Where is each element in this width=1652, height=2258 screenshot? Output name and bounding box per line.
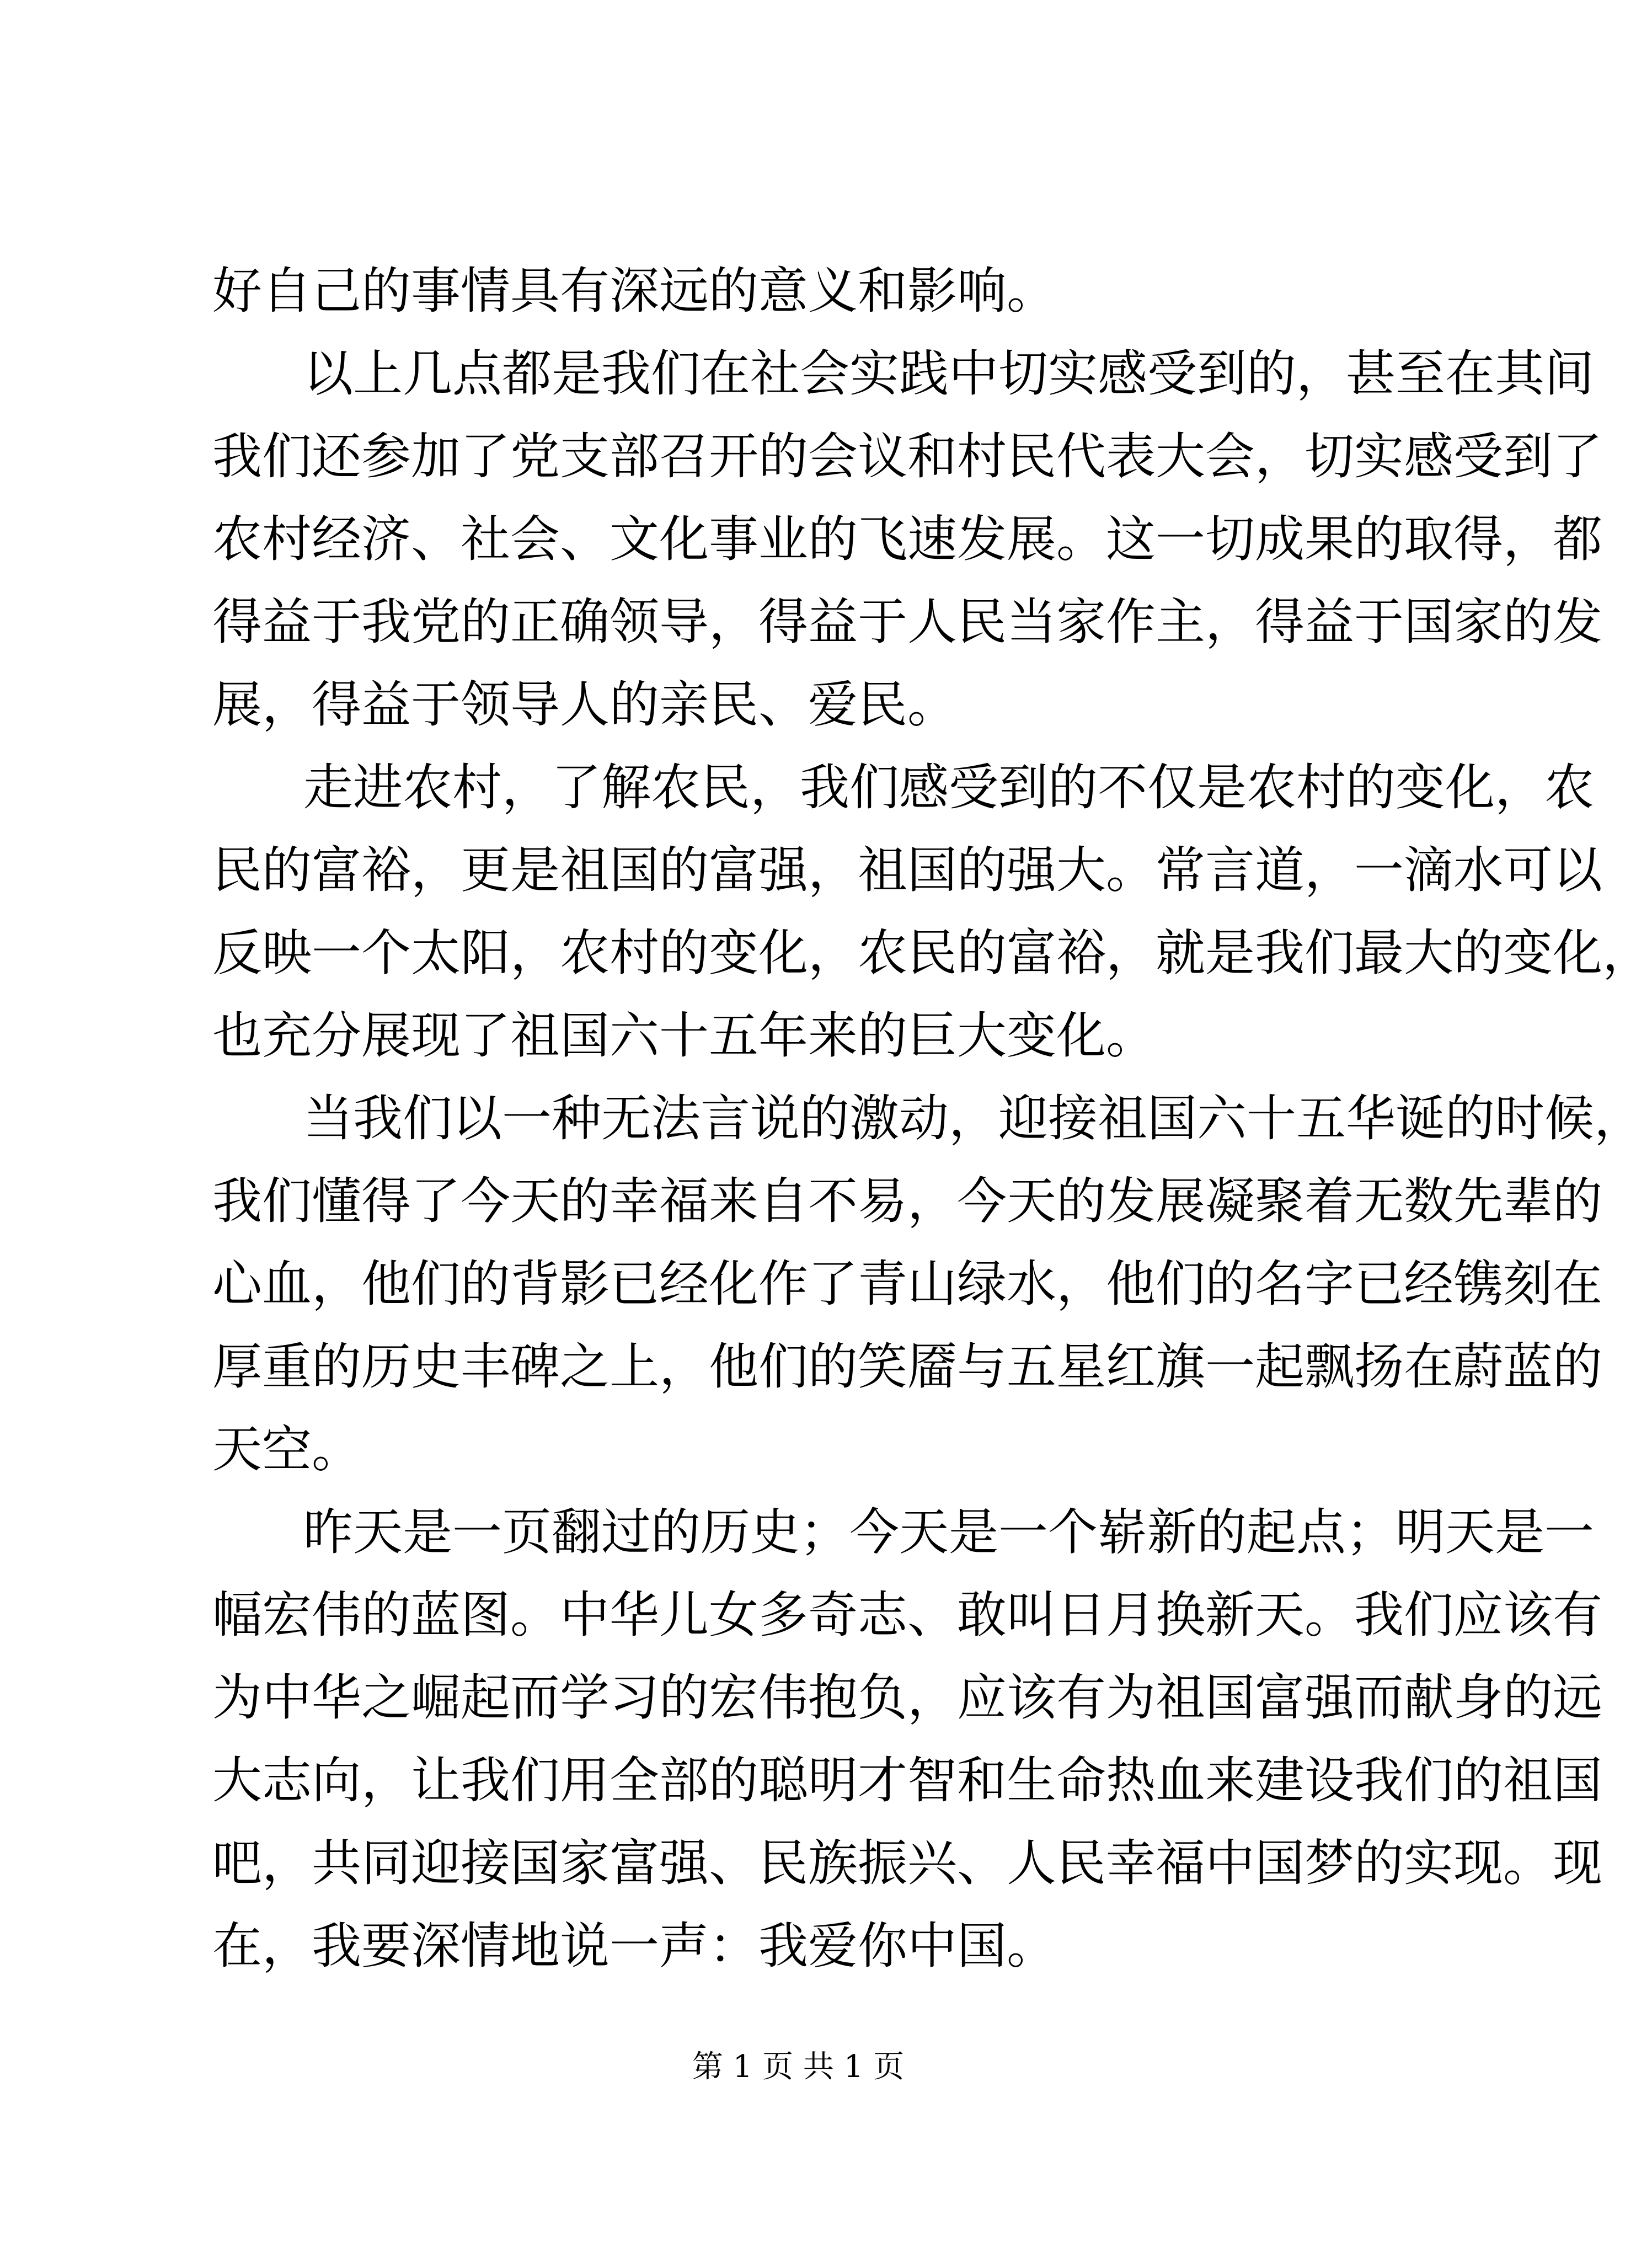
paragraph-line: 昨天是一页翻过的历史；今天是一个崭新的起点；明天是一 — [303, 1503, 1594, 1561]
paragraph-line: 走进农村，了解农民，我们感受到的不仅是农村的变化，农 — [303, 759, 1594, 816]
paragraph-line: 民的富裕，更是祖国的富强，祖国的强大。常言道，一滴水可以 — [212, 841, 1602, 899]
paragraph-line: 大志向，让我们用全部的聪明才智和生命热血来建设我们的祖国 — [212, 1752, 1602, 1809]
paragraph-line: 幅宏伟的蓝图。中华儿女多奇志、敢叫日月换新天。我们应该有 — [212, 1586, 1602, 1644]
paragraph-line: 在，我要深情地说一声：我爱你中国。 — [212, 1917, 1056, 1975]
paragraph-line: 也充分展现了祖国六十五年来的巨大变化。 — [212, 1007, 1156, 1065]
paragraph-line: 吧，共同迎接国家富强、民族振兴、人民幸福中国梦的实现。现 — [212, 1834, 1602, 1892]
page-footer: 第 1 页 共 1 页 — [692, 2049, 905, 2085]
paragraph-line: 农村经济、社会、文化事业的飞速发展。这一切成果的取得，都 — [212, 510, 1602, 568]
paragraph-line: 为中华之崛起而学习的宏伟抱负，应该有为祖国富强而献身的远 — [212, 1669, 1602, 1727]
paragraph-line: 当我们以一种无法言说的激动，迎接祖国六十五华诞的时候， — [303, 1090, 1644, 1147]
paragraph-line: 展，得益于领导人的亲民、爱民。 — [212, 676, 957, 734]
paragraph-line: 天空。 — [212, 1421, 361, 1478]
paragraph-line: 以上几点都是我们在社会实践中切实感受到的，甚至在其间 — [303, 345, 1594, 403]
paragraph-line: 我们还参加了党支部召开的会议和村民代表大会，切实感受到了 — [212, 428, 1602, 485]
paragraph-line: 得益于我党的正确领导，得益于人民当家作主，得益于国家的发 — [212, 593, 1602, 651]
paragraph-line: 我们懂得了今天的幸福来自不易，今天的发展凝聚着无数先辈的 — [212, 1172, 1602, 1230]
paragraph-line: 反映一个太阳，农村的变化，农民的富裕，就是我们最大的变化， — [212, 924, 1652, 982]
paragraph-line: 心血，他们的背影已经化作了青山绿水，他们的名字已经镌刻在 — [212, 1255, 1602, 1313]
paragraph-line: 好自己的事情具有深远的意义和影响。 — [212, 262, 1056, 320]
paragraph-line: 厚重的历史丰碑之上，他们的笑靥与五星红旗一起飘扬在蔚蓝的 — [212, 1338, 1602, 1396]
